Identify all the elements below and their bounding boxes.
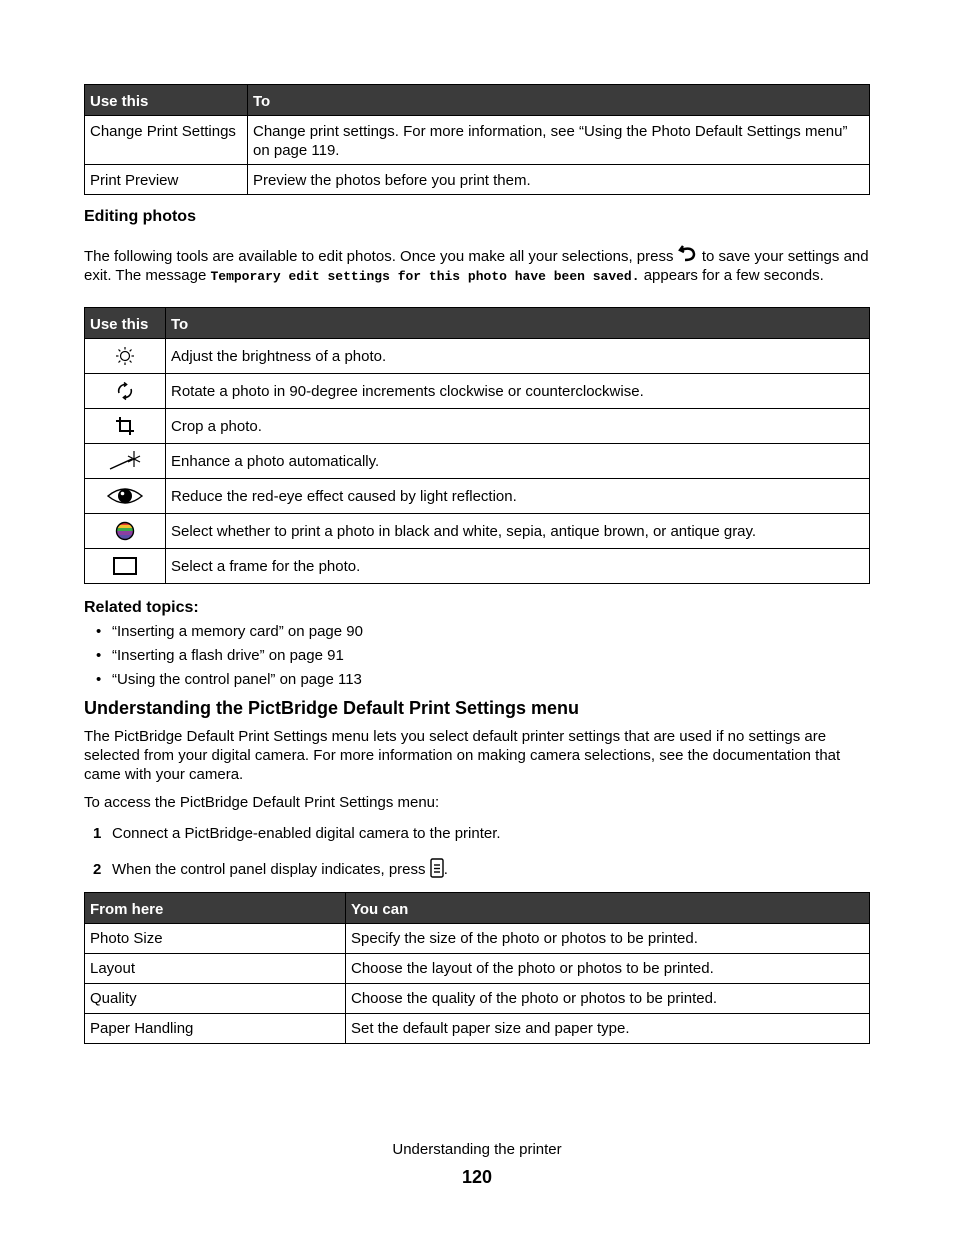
- editing-paragraph: [84, 243, 874, 286]
- tool-description: Adjust the brightness of a photo.: [166, 339, 870, 374]
- tool-description: Select whether to print a photo in black and white, sepia, antique brown, or antique gray.: [166, 514, 870, 549]
- step-2: [93, 858, 448, 878]
- step-number: 1: [93, 825, 102, 842]
- table-row: [85, 549, 870, 584]
- auto-enhance-icon: [85, 444, 166, 479]
- menu-option: Layout: [85, 954, 346, 984]
- red-eye-icon: [85, 479, 166, 514]
- step-text: Connect a PictBridge-enabled digital camera to the printer.: [112, 825, 501, 842]
- editing-text-3: appears for a few seconds.: [643, 267, 824, 284]
- step-1: [93, 825, 501, 842]
- table-row: [85, 165, 870, 195]
- frame-icon: [85, 549, 166, 584]
- menu-icon: [430, 858, 444, 878]
- confirmation-message: Temporary edit settings for this photo have been saved.: [210, 269, 640, 284]
- cell-description: Preview the photos before you print them.: [248, 165, 870, 195]
- menu-option: Paper Handling: [85, 1014, 346, 1044]
- table-row: [85, 409, 870, 444]
- page-number: 120: [461, 1167, 493, 1187]
- footer-section-title: Understanding the printer: [392, 1141, 562, 1158]
- menu-description: Choose the layout of the photo or photos to be printed.: [346, 954, 870, 984]
- step-text: When the control panel display indicates, press: [112, 861, 426, 878]
- menu-option: Quality: [85, 984, 346, 1014]
- related-topics-heading: Related topics:: [84, 599, 199, 616]
- rotate-icon: [85, 374, 166, 409]
- cell-description: Change print settings. For more information, see “Using the Photo Default Settings menu” on page 119.: [248, 116, 870, 165]
- header-from-here: From here: [85, 893, 346, 924]
- menu-description: Specify the size of the photo or photos to be printed.: [346, 924, 870, 954]
- tool-description: Select a frame for the photo.: [166, 549, 870, 584]
- step-number: 2: [93, 861, 102, 878]
- menu-description: Choose the quality of the photo or photos to be printed.: [346, 984, 870, 1014]
- table-header-row: [85, 893, 870, 924]
- cell-option: Print Preview: [85, 165, 248, 195]
- tool-description: Rotate a photo in 90-degree increments clockwise or counterclockwise.: [166, 374, 870, 409]
- tool-description: Enhance a photo automatically.: [166, 444, 870, 479]
- table-row: [85, 444, 870, 479]
- tool-description: Reduce the red-eye effect caused by light reflection.: [166, 479, 870, 514]
- table-row: [85, 339, 870, 374]
- tool-description: Crop a photo.: [166, 409, 870, 444]
- settings-table: [84, 84, 870, 195]
- table-row: [85, 984, 870, 1014]
- related-topics-list: [84, 622, 363, 694]
- brightness-icon: [85, 339, 166, 374]
- header-use-this: Use this: [85, 308, 166, 339]
- crop-icon: [85, 409, 166, 444]
- section-heading-pictbridge: Understanding the PictBridge Default Print Settings menu: [84, 698, 580, 718]
- back-arrow-icon: [678, 243, 698, 263]
- cell-option: Change Print Settings: [85, 116, 248, 165]
- editing-text-1: The following tools are available to edit photos. Once you make all your selections, press: [84, 248, 674, 265]
- table-row: [85, 954, 870, 984]
- pictbridge-access-text: To access the PictBridge Default Print Settings menu:: [84, 794, 440, 811]
- header-use-this: Use this: [85, 85, 248, 116]
- section-heading-editing: Editing photos: [84, 208, 196, 225]
- menu-option: Photo Size: [85, 924, 346, 954]
- header-you-can: You can: [346, 893, 870, 924]
- header-to: To: [166, 308, 870, 339]
- table-row: [85, 116, 870, 165]
- table-row: [85, 514, 870, 549]
- table-row: [85, 1014, 870, 1044]
- table-header-row: [85, 85, 870, 116]
- menu-description: Set the default paper size and paper type.: [346, 1014, 870, 1044]
- edit-tools-table: [84, 307, 870, 584]
- related-topic-link[interactable]: • “Inserting a flash drive” on page 91: [84, 646, 363, 670]
- table-row: [85, 924, 870, 954]
- table-header-row: [85, 308, 870, 339]
- color-effect-icon: [85, 514, 166, 549]
- step-suffix: .: [443, 861, 448, 878]
- related-topic-link[interactable]: • “Using the control panel” on page 113: [84, 670, 363, 694]
- pictbridge-paragraph: The PictBridge Default Print Settings menu lets you select default printer settings that are used if no settings are selected from your digital camera. For more information on making camera selections, see the documentation that came with your camera.: [84, 728, 841, 783]
- table-row: [85, 374, 870, 409]
- table-row: [85, 479, 870, 514]
- related-topic-link[interactable]: • “Inserting a memory card” on page 90: [84, 622, 363, 646]
- header-to: To: [248, 85, 870, 116]
- editing-text-2: to save your settings and exit. The message: [84, 248, 869, 284]
- pictbridge-menu-table: [84, 892, 870, 1044]
